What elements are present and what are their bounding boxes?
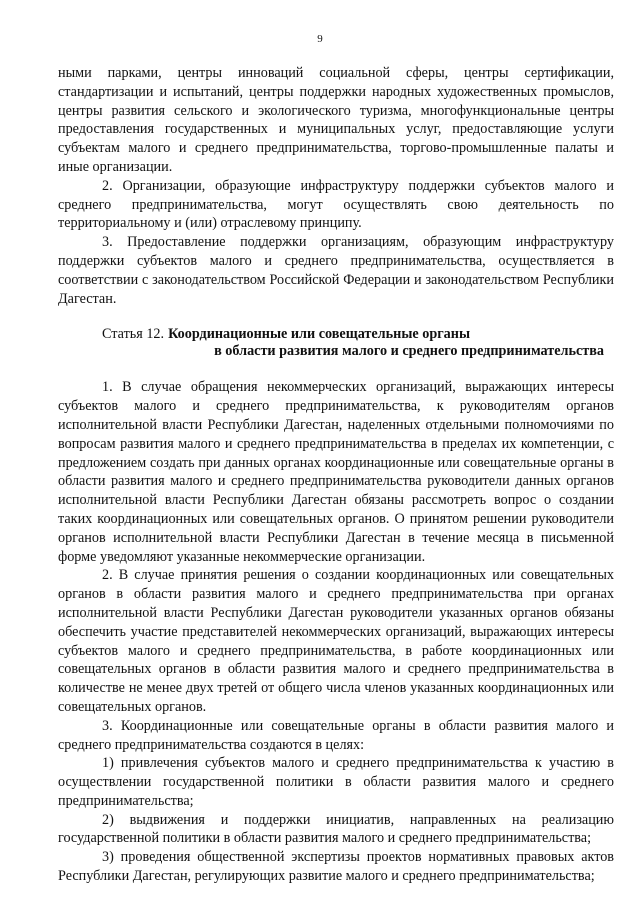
article-title-line-1: Координационные или совещательные органы — [168, 326, 471, 343]
goal-item-3: 3) проведения общественной экспертизы проектов нормативных правовых актов Республики Дагестан, регулирующих развитие малого и среднего предпринимательства; — [58, 849, 614, 885]
article-paragraph-2: 2. В случае принятия решения о создании координационных или совещательных органов в области развития малого и среднего предпринимательства при органах исполнительной власти Республики Дагестан руководители указанных органов обязаны обеспечить участие представителей некоммерческих организаций, выражающих интересы субъектов малого и среднего предпринимательства, в работе координационных или совещательных органов в области развития малого и среднего предпринимательства в количестве не менее двух третей от общего числа членов указанных координационных или совещательных органов. — [58, 567, 614, 715]
paragraph-2-organizations: 2. Организации, образующие инфраструктуру поддержки субъектов малого и среднего предпринимательства, могут осуществлять свою деятельность по территориальному и (или) отраслевому принципу. — [58, 177, 614, 232]
page-number: 9 — [317, 33, 323, 45]
goal-item-2: 2) выдвижения и поддержки инициатив, направленных на реализацию государственной политики в области развития малого и среднего предпринимательства; — [58, 811, 614, 847]
article-title — [164, 326, 604, 360]
paragraph-3-support: 3. Предоставление поддержки организациям, образующим инфраструктуру поддержки субъектов малого и среднего предпринимательства, осуществляется в соответствии с законодательством Российской Федерации и законодательством Республики Дагестан. — [58, 234, 614, 307]
goal-item-1: 1) привлечения субъектов малого и среднего предпринимательства к участию в осуществлении государственной политики в области развития малого и среднего предпринимательства; — [58, 755, 614, 809]
article-paragraph-1: 1. В случае обращения некоммерческих организаций, выражающих интересы субъектов малого и среднего предпринимательства, к руководителям органов исполнительной власти Республики Дагестан, наделенных отдельными полномочиями по вопросам развития малого и среднего предпринимательства в пределах их компетенции, с предложением создать при данных органах координационные или совещательные органы в области развития малого и среднего предпринимательства руководители данных органов исполнительной власти Республики Дагестан обязаны рассмотреть вопрос о создании таких координационных или совещательных органов. О принятом решении руководители органов исполнительной власти Республики Дагестан в течение месяца в письменной форме уведомляют указанные некоммерческие организации. — [58, 379, 614, 565]
paragraph-infrastructure-list: ными парками, центры инноваций социальной сферы, центры сертификации, стандартизации и испытаний, центры поддержки народных художественных промыслов, центры развития сельского и экологического туризма, многофункциональные центры предоставления государственных и муниципальных услуг, предоставляющие услуги субъектам малого и среднего предпринимательства, торгово-промышленные палаты и иные организации. — [58, 65, 614, 175]
document-body — [58, 64, 614, 886]
article-label: Статья 12. — [102, 326, 165, 343]
article-title-line-2: в области развития малого и среднего предпринимательства — [214, 343, 604, 360]
article-heading — [58, 326, 614, 360]
article-paragraph-3: 3. Координационные или совещательные органы в области развития малого и среднего предпринимательства создаются в целях: — [58, 717, 614, 753]
